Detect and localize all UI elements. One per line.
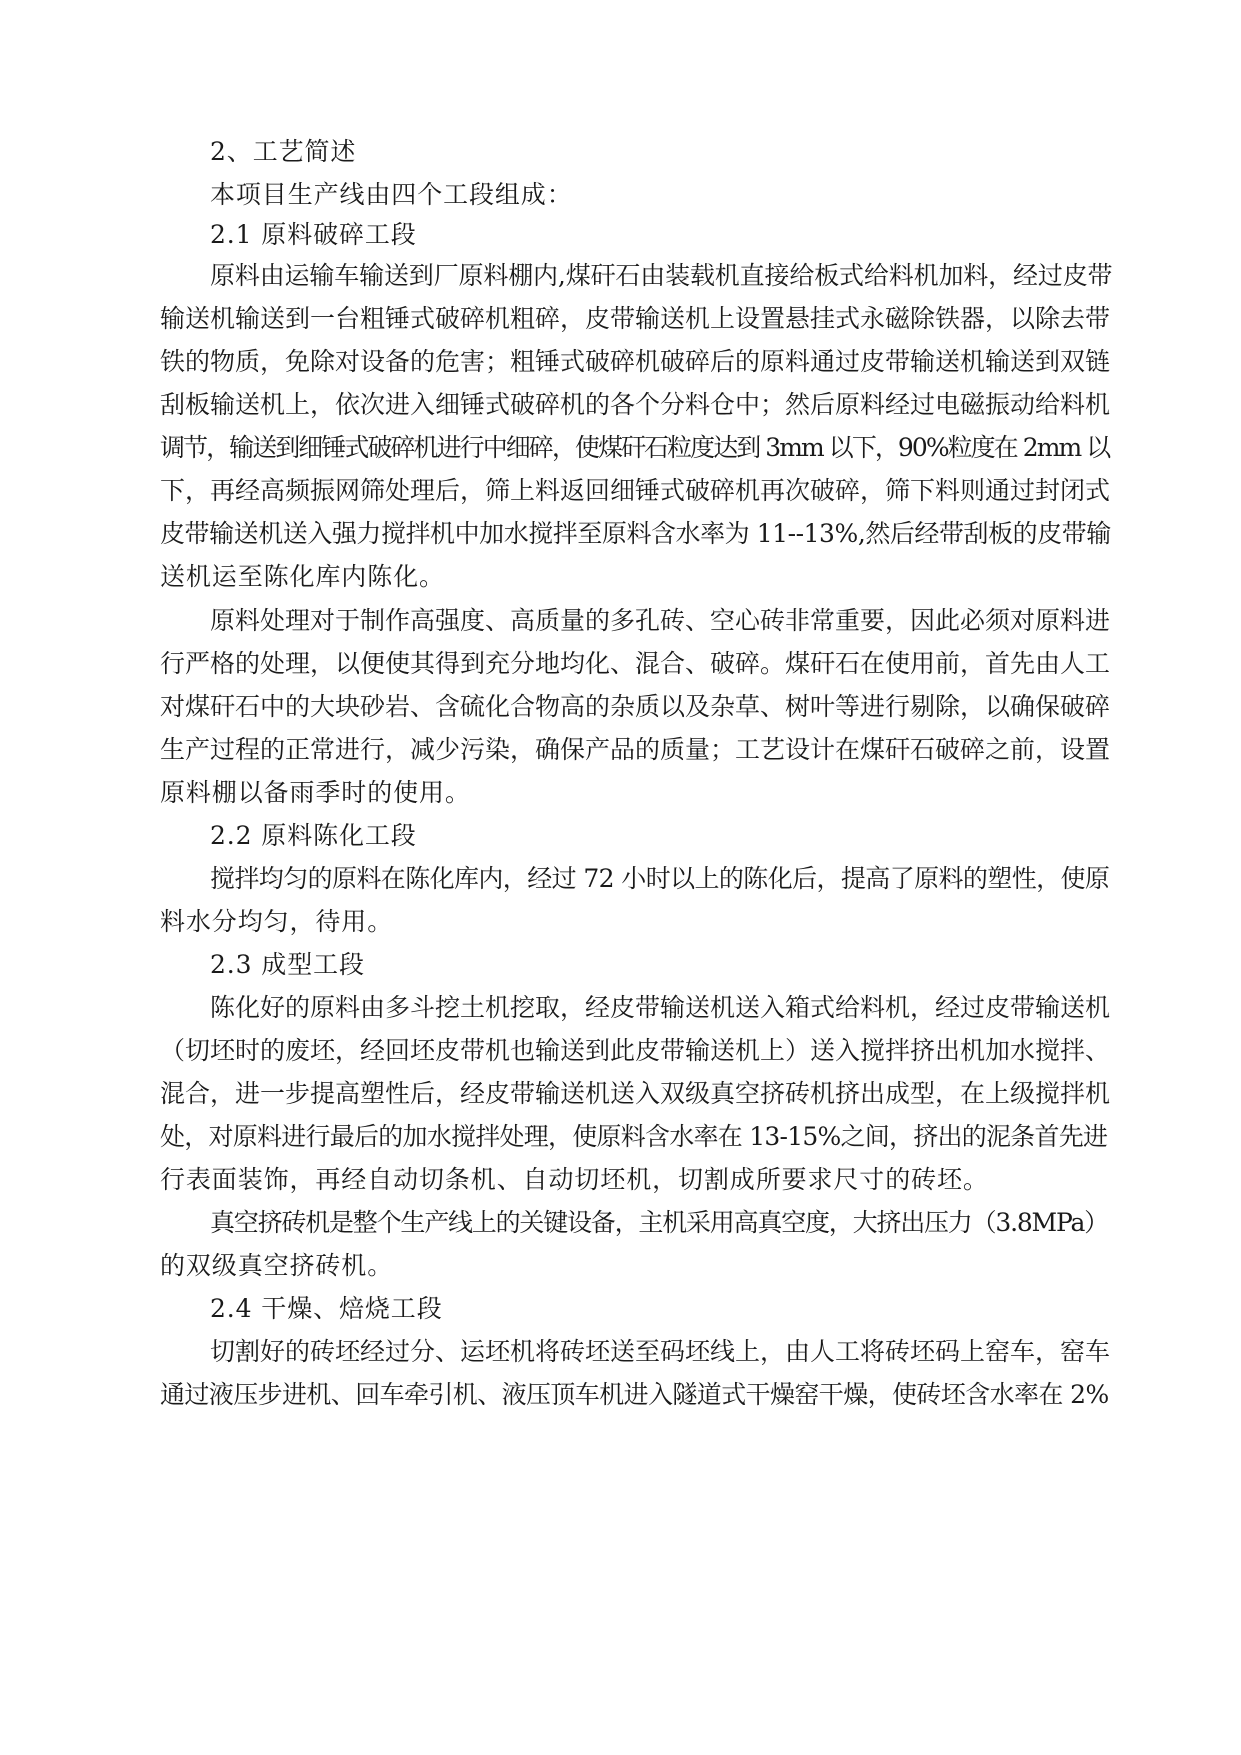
paragraph-2-line-4: 生产过程的正常进行，减少污染，确保产品的质量；工艺设计在煤矸石破碎之前，设置 <box>160 735 1111 764</box>
paragraph-1-line-6: 下，再经高频振网筛处理后，筛上料返回细锤式破碎机再次破碎，筛下料则通过封闭式 <box>160 476 1111 505</box>
paragraph-4-line-1: 陈化好的原料由多斗挖土机挖取，经皮带输送机送入箱式给料机，经过皮带输送机 <box>210 993 1111 1022</box>
paragraph-4-line-5: 行表面装饰，再经自动切条机、自动切坯机，切割成所要求尺寸的砖坯。 <box>160 1165 989 1194</box>
paragraph-1-line-7: 皮带输送机送入强力搅拌机中加水搅拌至原料含水率为 11--13%,然后经带刮板的皮带输 <box>160 519 1111 548</box>
subsection-heading-2-2: 2.2 原料陈化工段 <box>210 821 417 850</box>
paragraph-4-line-3: 混合，进一步提高塑性后，经皮带输送机送入双级真空挤砖机挤出成型，在上级搅拌机 <box>160 1079 1111 1108</box>
paragraph-1-line-2: 输送机输送到一台粗锤式破碎机粗碎，皮带输送机上设置悬挂式永磁除铁器，以除去带 <box>160 304 1111 333</box>
paragraph-2-line-5: 原料棚以备雨季时的使用。 <box>160 778 471 807</box>
paragraph-4-line-2: （切坯时的废坯，经回坯皮带机也输送到此皮带输送机上）送入搅拌挤出机加水搅拌、 <box>160 1036 1111 1065</box>
paragraph-6-line-2: 通过液压步进机、回车牵引机、液压顶车机进入隧道式干燥窑干燥，使砖坯含水率在 2% <box>160 1380 1109 1409</box>
paragraph-5-line-1: 真空挤砖机是整个生产线上的关键设备，主机采用高真空度，大挤出压力（3.8MPa） <box>210 1208 1108 1237</box>
paragraph-4-line-4: 处，对原料进行最后的加水搅拌处理，使原料含水率在 13-15%之间，挤出的泥条首先进 <box>160 1122 1108 1151</box>
paragraph-2-line-3: 对煤矸石中的大块砂岩、含硫化合物高的杂质以及杂草、树叶等进行剔除，以确保破碎 <box>160 692 1111 721</box>
paragraph-2-line-1: 原料处理对于制作高强度、高质量的多孔砖、空心砖非常重要，因此必须对原料进 <box>210 606 1111 635</box>
section-title: 2、工艺简述 <box>210 137 357 166</box>
paragraph-3-line-1: 搅拌均匀的原料在陈化库内，经过 72 小时以上的陈化后，提高了原料的塑性，使原 <box>210 864 1110 893</box>
paragraph-5-line-2: 的双级真空挤砖机。 <box>160 1251 394 1280</box>
paragraph-2-line-2: 行严格的处理，以便使其得到充分地均化、混合、破碎。煤矸石在使用前，首先由人工 <box>160 649 1111 678</box>
subsection-heading-2-4: 2.4 干燥、焙烧工段 <box>210 1294 443 1323</box>
subsection-heading-2-3: 2.3 成型工段 <box>210 950 365 979</box>
paragraph-6-line-1: 切割好的砖坯经过分、运坯机将砖坯送至码坯线上，由人工将砖坯码上窑车，窑车 <box>210 1337 1111 1366</box>
paragraph-1-line-1: 原料由运输车输送到厂原料棚内,煤矸石由装载机直接给板式给料机加料，经过皮带 <box>210 261 1113 290</box>
paragraph-1-line-5: 调节，输送到细锤式破碎机进行中细碎，使煤矸石粒度达到 3mm 以下，90%粒度在 2mm 以 <box>160 433 1110 462</box>
subsection-heading-2-1: 2.1 原料破碎工段 <box>210 220 417 249</box>
paragraph-3-line-2: 料水分均匀，待用。 <box>160 907 394 936</box>
paragraph-1-line-8: 送机运至陈化库内陈化。 <box>160 562 445 591</box>
paragraph-1-line-3: 铁的物质，免除对设备的危害；粗锤式破碎机破碎后的原料通过皮带输送机输送到双链 <box>160 347 1111 376</box>
intro-line: 本项目生产线由四个工段组成： <box>210 180 573 209</box>
paragraph-1-line-4: 刮板输送机上，依次进入细锤式破碎机的各个分料仓中；然后原料经过电磁振动给料机 <box>160 390 1111 419</box>
